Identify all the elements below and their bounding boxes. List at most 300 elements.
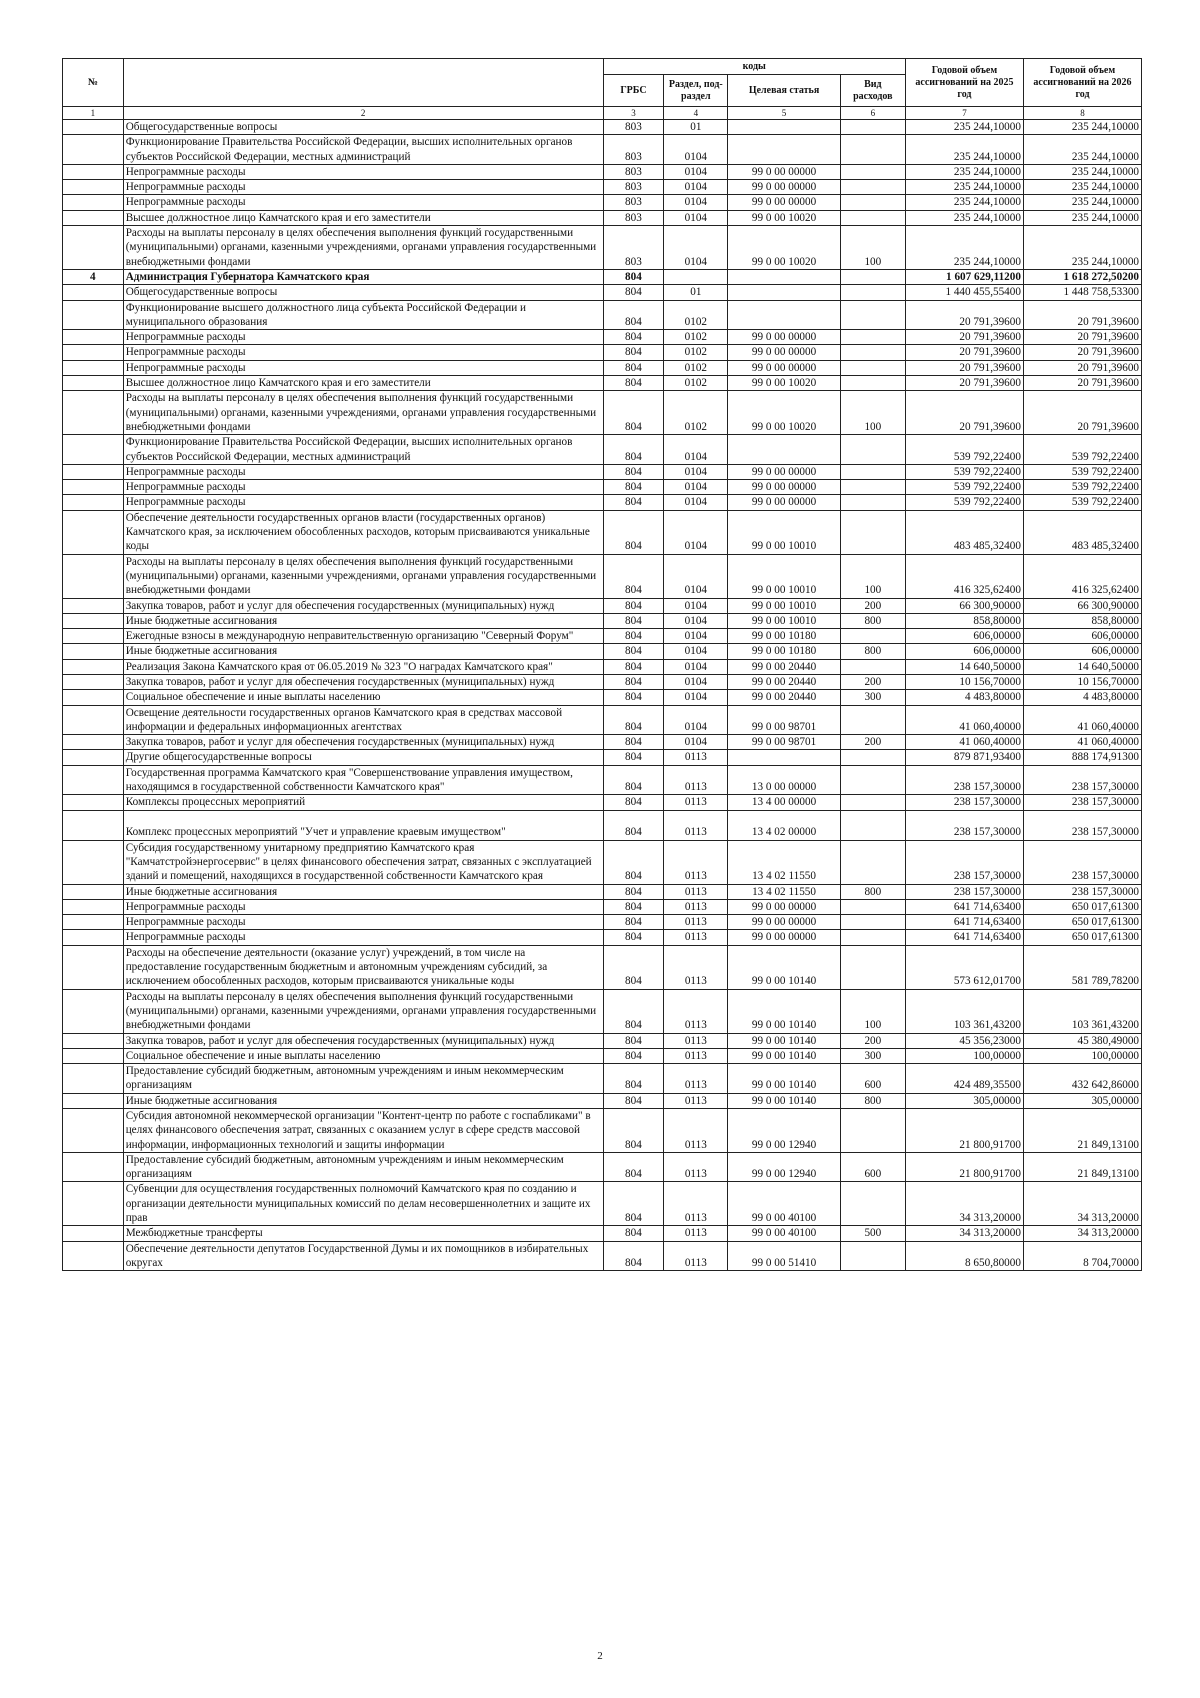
table-row <box>63 750 1142 765</box>
row-name: Непрограммные расходы <box>123 330 603 345</box>
row-number <box>63 180 124 195</box>
row-amount-2026: 858,80000 <box>1023 613 1141 628</box>
row-grbs: 804 <box>603 269 664 284</box>
row-number <box>63 360 124 375</box>
row-tselevaya-statya: 99 0 00 10180 <box>728 644 840 659</box>
row-vid-raskhodov: 200 <box>840 735 905 750</box>
row-number <box>63 1241 124 1271</box>
row-amount-2025: 20 791,39600 <box>905 360 1023 375</box>
row-vid-raskhodov <box>840 180 905 195</box>
row-amount-2026: 34 313,20000 <box>1023 1182 1141 1226</box>
row-tselevaya-statya: 99 0 00 10140 <box>728 989 840 1033</box>
colnum: 3 <box>603 107 664 120</box>
row-vid-raskhodov: 500 <box>840 1226 905 1241</box>
row-amount-2026: 235 244,10000 <box>1023 226 1141 270</box>
row-number <box>63 1182 124 1226</box>
row-tselevaya-statya: 99 0 00 00000 <box>728 360 840 375</box>
row-name: Непрограммные расходы <box>123 480 603 495</box>
row-tselevaya-statya <box>728 269 840 284</box>
row-amount-2026: 21 849,13100 <box>1023 1152 1141 1182</box>
row-razdel: 0104 <box>664 135 728 165</box>
row-grbs: 804 <box>603 285 664 300</box>
row-amount-2025: 539 792,22400 <box>905 495 1023 510</box>
row-name: Предоставление субсидий бюджетным, автономным учреждениям и иным некоммерческим организациям <box>123 1064 603 1094</box>
row-amount-2026: 238 157,30000 <box>1023 884 1141 899</box>
row-tselevaya-statya: 99 0 00 00000 <box>728 480 840 495</box>
row-number <box>63 464 124 479</box>
row-number <box>63 226 124 270</box>
row-number <box>63 1226 124 1241</box>
row-razdel: 0102 <box>664 300 728 330</box>
row-razdel: 0102 <box>664 391 728 435</box>
row-grbs: 804 <box>603 554 664 598</box>
row-razdel: 0113 <box>664 840 728 884</box>
row-amount-2026: 235 244,10000 <box>1023 210 1141 225</box>
table-row <box>63 915 1142 930</box>
row-amount-2025: 235 244,10000 <box>905 120 1023 135</box>
row-number <box>63 690 124 705</box>
row-grbs: 804 <box>603 1093 664 1108</box>
row-number <box>63 810 124 840</box>
table-row <box>63 391 1142 435</box>
row-name: Функционирование Правительства Российской Федерации, высших исполнительных органов субъектов Российской Федерации, местных администраций <box>123 435 603 465</box>
page-number: 2 <box>597 1650 603 1662</box>
row-amount-2026: 1 618 272,50200 <box>1023 269 1141 284</box>
row-name: Субсидия автономной некоммерческой организации "Контент-центр по работе с госпабликами" в целях финансового обеспечения затрат, связанных с оказанием услуг в сфере средств массовой информации, информационных технологий и защиты информации <box>123 1109 603 1153</box>
row-amount-2026: 41 060,40000 <box>1023 705 1141 735</box>
row-amount-2025: 20 791,39600 <box>905 330 1023 345</box>
table-row <box>63 510 1142 554</box>
row-vid-raskhodov <box>840 1109 905 1153</box>
row-amount-2025: 483 485,32400 <box>905 510 1023 554</box>
row-tselevaya-statya: 99 0 00 10020 <box>728 391 840 435</box>
row-name: Другие общегосударственные вопросы <box>123 750 603 765</box>
row-amount-2025: 1 607 629,11200 <box>905 269 1023 284</box>
row-tselevaya-statya: 99 0 00 00000 <box>728 495 840 510</box>
row-grbs: 804 <box>603 435 664 465</box>
row-amount-2025: 235 244,10000 <box>905 226 1023 270</box>
row-name: Расходы на выплаты персоналу в целях обеспечения выполнения функций государственными (муниципальными) органами, казенными учреждениями, органами управления государственными внебюджетными фондами <box>123 226 603 270</box>
row-razdel: 0104 <box>664 598 728 613</box>
row-amount-2026: 100,00000 <box>1023 1048 1141 1063</box>
table-row <box>63 613 1142 628</box>
row-vid-raskhodov <box>840 210 905 225</box>
row-amount-2025: 235 244,10000 <box>905 180 1023 195</box>
row-name: Субвенции для осуществления государственных полномочий Камчатского края по созданию и организации деятельности муниципальных комиссий по делам несовершеннолетних и защите их прав <box>123 1182 603 1226</box>
row-amount-2025: 20 791,39600 <box>905 300 1023 330</box>
row-vid-raskhodov <box>840 810 905 840</box>
row-amount-2025: 235 244,10000 <box>905 164 1023 179</box>
row-vid-raskhodov <box>840 285 905 300</box>
row-razdel: 0104 <box>664 480 728 495</box>
row-tselevaya-statya: 99 0 00 10010 <box>728 598 840 613</box>
row-amount-2026: 41 060,40000 <box>1023 735 1141 750</box>
header-vid: Вид расходов <box>840 75 905 107</box>
row-grbs: 804 <box>603 765 664 795</box>
row-grbs: 804 <box>603 510 664 554</box>
row-razdel: 0104 <box>664 210 728 225</box>
row-vid-raskhodov <box>840 300 905 330</box>
table-row <box>63 795 1142 810</box>
row-number <box>63 613 124 628</box>
row-razdel: 0113 <box>664 1226 728 1241</box>
header-num: № <box>63 59 124 107</box>
row-tselevaya-statya: 99 0 00 12940 <box>728 1109 840 1153</box>
row-vid-raskhodov <box>840 376 905 391</box>
row-razdel: 0104 <box>664 510 728 554</box>
row-amount-2025: 606,00000 <box>905 629 1023 644</box>
row-vid-raskhodov <box>840 464 905 479</box>
row-grbs: 804 <box>603 495 664 510</box>
table-row <box>63 735 1142 750</box>
table-row <box>63 1093 1142 1108</box>
row-number <box>63 945 124 989</box>
row-tselevaya-statya: 99 0 00 00000 <box>728 464 840 479</box>
row-tselevaya-statya: 99 0 00 10140 <box>728 1033 840 1048</box>
row-number <box>63 480 124 495</box>
row-amount-2026: 606,00000 <box>1023 644 1141 659</box>
row-number <box>63 795 124 810</box>
row-razdel: 0102 <box>664 345 728 360</box>
row-name: Социальное обеспечение и иные выплаты населению <box>123 1048 603 1063</box>
row-name: Социальное обеспечение и иные выплаты населению <box>123 690 603 705</box>
table-row <box>63 164 1142 179</box>
row-number <box>63 164 124 179</box>
row-razdel: 0113 <box>664 1093 728 1108</box>
budget-table-page <box>62 58 1142 1271</box>
row-vid-raskhodov <box>840 899 905 914</box>
row-razdel: 0113 <box>664 1109 728 1153</box>
row-amount-2026: 20 791,39600 <box>1023 360 1141 375</box>
row-razdel: 0113 <box>664 945 728 989</box>
row-name: Освещение деятельности государственных органов Камчатского края в средствах массовой информации и федеральных информационных агентствах <box>123 705 603 735</box>
row-grbs: 804 <box>603 330 664 345</box>
row-razdel: 0113 <box>664 1241 728 1271</box>
row-grbs: 803 <box>603 120 664 135</box>
row-vid-raskhodov <box>840 195 905 210</box>
table-row <box>63 690 1142 705</box>
row-amount-2025: 424 489,35500 <box>905 1064 1023 1094</box>
row-razdel: 0104 <box>664 674 728 689</box>
row-number <box>63 510 124 554</box>
row-vid-raskhodov: 800 <box>840 884 905 899</box>
row-vid-raskhodov <box>840 765 905 795</box>
row-amount-2026: 235 244,10000 <box>1023 135 1141 165</box>
row-amount-2026: 103 361,43200 <box>1023 989 1141 1033</box>
row-vid-raskhodov <box>840 345 905 360</box>
row-amount-2026: 45 380,49000 <box>1023 1033 1141 1048</box>
row-vid-raskhodov <box>840 269 905 284</box>
table-row <box>63 285 1142 300</box>
row-amount-2025: 14 640,50000 <box>905 659 1023 674</box>
row-tselevaya-statya: 99 0 00 00000 <box>728 195 840 210</box>
row-tselevaya-statya: 13 4 02 11550 <box>728 884 840 899</box>
row-vid-raskhodov <box>840 795 905 810</box>
row-number <box>63 1064 124 1094</box>
row-tselevaya-statya: 99 0 00 10140 <box>728 1064 840 1094</box>
row-grbs: 804 <box>603 1241 664 1271</box>
row-grbs: 804 <box>603 480 664 495</box>
row-amount-2026: 66 300,90000 <box>1023 598 1141 613</box>
row-number <box>63 135 124 165</box>
row-razdel: 0104 <box>664 435 728 465</box>
row-tselevaya-statya: 99 0 00 20440 <box>728 659 840 674</box>
row-amount-2025: 20 791,39600 <box>905 376 1023 391</box>
row-razdel: 0113 <box>664 750 728 765</box>
table-row <box>63 674 1142 689</box>
row-amount-2025: 879 871,93400 <box>905 750 1023 765</box>
row-grbs: 803 <box>603 226 664 270</box>
row-number <box>63 195 124 210</box>
row-grbs: 804 <box>603 300 664 330</box>
row-vid-raskhodov <box>840 840 905 884</box>
row-tselevaya-statya: 99 0 00 40100 <box>728 1226 840 1241</box>
row-tselevaya-statya: 99 0 00 51410 <box>728 1241 840 1271</box>
row-razdel: 0113 <box>664 930 728 945</box>
row-name: Комплексы процессных мероприятий <box>123 795 603 810</box>
row-grbs: 804 <box>603 884 664 899</box>
row-amount-2025: 34 313,20000 <box>905 1226 1023 1241</box>
row-tselevaya-statya <box>728 285 840 300</box>
table-row <box>63 300 1142 330</box>
row-razdel: 0104 <box>664 613 728 628</box>
row-name: Непрограммные расходы <box>123 195 603 210</box>
row-tselevaya-statya: 99 0 00 00000 <box>728 330 840 345</box>
row-number <box>63 1048 124 1063</box>
row-name: Непрограммные расходы <box>123 495 603 510</box>
row-tselevaya-statya: 99 0 00 00000 <box>728 345 840 360</box>
row-grbs: 804 <box>603 613 664 628</box>
row-razdel: 0104 <box>664 554 728 598</box>
table-row <box>63 135 1142 165</box>
row-vid-raskhodov: 100 <box>840 554 905 598</box>
row-grbs: 804 <box>603 629 664 644</box>
row-number <box>63 598 124 613</box>
row-name: Иные бюджетные ассигнования <box>123 644 603 659</box>
row-name: Расходы на выплаты персоналу в целях обеспечения выполнения функций государственными (муниципальными) органами, казенными учреждениями, органами управления государственными внебюджетными фондами <box>123 391 603 435</box>
row-vid-raskhodov: 600 <box>840 1152 905 1182</box>
row-name: Иные бюджетные ассигнования <box>123 1093 603 1108</box>
row-amount-2026: 21 849,13100 <box>1023 1109 1141 1153</box>
row-amount-2026: 4 483,80000 <box>1023 690 1141 705</box>
row-amount-2026: 10 156,70000 <box>1023 674 1141 689</box>
row-amount-2025: 858,80000 <box>905 613 1023 628</box>
row-amount-2025: 41 060,40000 <box>905 735 1023 750</box>
row-number <box>63 659 124 674</box>
row-tselevaya-statya: 99 0 00 10010 <box>728 554 840 598</box>
row-number <box>63 705 124 735</box>
row-amount-2025: 10 156,70000 <box>905 674 1023 689</box>
row-name: Высшее должностное лицо Камчатского края и его заместители <box>123 210 603 225</box>
row-name: Высшее должностное лицо Камчатского края и его заместители <box>123 376 603 391</box>
row-amount-2026: 432 642,86000 <box>1023 1064 1141 1094</box>
row-amount-2025: 238 157,30000 <box>905 765 1023 795</box>
row-amount-2026: 20 791,39600 <box>1023 345 1141 360</box>
row-tselevaya-statya: 99 0 00 12940 <box>728 1152 840 1182</box>
colnum: 4 <box>664 107 728 120</box>
row-amount-2025: 41 060,40000 <box>905 705 1023 735</box>
row-amount-2026: 539 792,22400 <box>1023 435 1141 465</box>
row-vid-raskhodov <box>840 164 905 179</box>
row-amount-2026: 238 157,30000 <box>1023 795 1141 810</box>
row-grbs: 804 <box>603 598 664 613</box>
header-name <box>123 59 603 107</box>
row-razdel: 0104 <box>664 705 728 735</box>
row-tselevaya-statya: 99 0 00 20440 <box>728 674 840 689</box>
row-name: Общегосударственные вопросы <box>123 285 603 300</box>
row-vid-raskhodov <box>840 915 905 930</box>
row-tselevaya-statya: 99 0 00 10020 <box>728 376 840 391</box>
row-amount-2025: 45 356,23000 <box>905 1033 1023 1048</box>
row-vid-raskhodov: 100 <box>840 226 905 270</box>
row-tselevaya-statya: 99 0 00 10140 <box>728 1093 840 1108</box>
table-row <box>63 945 1142 989</box>
row-razdel: 01 <box>664 120 728 135</box>
row-name: Непрограммные расходы <box>123 915 603 930</box>
row-name: Администрация Губернатора Камчатского края <box>123 269 603 284</box>
row-razdel: 0113 <box>664 810 728 840</box>
row-vid-raskhodov: 300 <box>840 1048 905 1063</box>
row-amount-2025: 606,00000 <box>905 644 1023 659</box>
row-name: Непрограммные расходы <box>123 164 603 179</box>
row-vid-raskhodov <box>840 510 905 554</box>
row-number <box>63 884 124 899</box>
table-row <box>63 360 1142 375</box>
row-tselevaya-statya: 13 4 00 00000 <box>728 795 840 810</box>
row-tselevaya-statya <box>728 750 840 765</box>
row-vid-raskhodov <box>840 1182 905 1226</box>
row-grbs: 804 <box>603 1064 664 1094</box>
colnum: 8 <box>1023 107 1141 120</box>
row-tselevaya-statya: 99 0 00 00000 <box>728 915 840 930</box>
table-row <box>63 989 1142 1033</box>
row-amount-2025: 539 792,22400 <box>905 464 1023 479</box>
row-amount-2025: 641 714,63400 <box>905 915 1023 930</box>
row-tselevaya-statya: 13 4 02 00000 <box>728 810 840 840</box>
row-number <box>63 899 124 914</box>
row-amount-2026: 235 244,10000 <box>1023 120 1141 135</box>
row-amount-2026: 235 244,10000 <box>1023 180 1141 195</box>
row-tselevaya-statya: 99 0 00 10140 <box>728 945 840 989</box>
row-vid-raskhodov <box>840 360 905 375</box>
row-grbs: 804 <box>603 899 664 914</box>
row-name: Функционирование высшего должностного лица субъекта Российской Федерации и муниципального образования <box>123 300 603 330</box>
row-amount-2025: 1 440 455,55400 <box>905 285 1023 300</box>
row-amount-2025: 238 157,30000 <box>905 810 1023 840</box>
row-vid-raskhodov <box>840 495 905 510</box>
row-grbs: 804 <box>603 464 664 479</box>
row-razdel: 0104 <box>664 195 728 210</box>
row-vid-raskhodov <box>840 945 905 989</box>
row-name: Закупка товаров, работ и услуг для обеспечения государственных (муниципальных) нужд <box>123 674 603 689</box>
row-razdel: 0113 <box>664 795 728 810</box>
row-amount-2025: 235 244,10000 <box>905 195 1023 210</box>
table-row <box>63 1182 1142 1226</box>
row-name: Непрограммные расходы <box>123 180 603 195</box>
row-number <box>63 1093 124 1108</box>
header-2025: Годовой объем ассигнований на 2025 год <box>905 59 1023 107</box>
row-razdel: 0102 <box>664 330 728 345</box>
row-tselevaya-statya <box>728 300 840 330</box>
row-grbs: 803 <box>603 195 664 210</box>
header-codes: коды <box>603 59 905 75</box>
row-grbs: 803 <box>603 164 664 179</box>
row-number <box>63 750 124 765</box>
row-amount-2025: 34 313,20000 <box>905 1182 1023 1226</box>
row-name: Обеспечение деятельности государственных органов власти (государственных органов) Камчатского края, за исключением обособленных расходов, которым присваиваются уникальные коды <box>123 510 603 554</box>
row-name: Субсидия государственному унитарному предприятию Камчатского края "Камчатстройэнергосервис" в целях финансового обеспечения затрат, связанных с эксплуатацией зданий и помещений, находящихся в государственной собственности Камчатского края <box>123 840 603 884</box>
table-row <box>63 1152 1142 1182</box>
row-amount-2025: 21 800,91700 <box>905 1152 1023 1182</box>
row-grbs: 804 <box>603 1182 664 1226</box>
row-tselevaya-statya: 99 0 00 10010 <box>728 510 840 554</box>
header-grbs: ГРБС <box>603 75 664 107</box>
table-row <box>63 705 1142 735</box>
row-number <box>63 840 124 884</box>
row-grbs: 803 <box>603 135 664 165</box>
table-row <box>63 765 1142 795</box>
row-vid-raskhodov <box>840 135 905 165</box>
row-grbs: 804 <box>603 1109 664 1153</box>
row-tselevaya-statya <box>728 135 840 165</box>
row-number <box>63 345 124 360</box>
row-grbs: 804 <box>603 1152 664 1182</box>
row-name: Закупка товаров, работ и услуг для обеспечения государственных (муниципальных) нужд <box>123 598 603 613</box>
row-number <box>63 330 124 345</box>
row-razdel: 0104 <box>664 629 728 644</box>
row-amount-2025: 235 244,10000 <box>905 135 1023 165</box>
row-razdel: 0104 <box>664 644 728 659</box>
table-row <box>63 1033 1142 1048</box>
table-row <box>63 464 1142 479</box>
row-amount-2026: 20 791,39600 <box>1023 376 1141 391</box>
row-vid-raskhodov <box>840 629 905 644</box>
row-razdel: 0113 <box>664 1064 728 1094</box>
table-header <box>63 59 1142 120</box>
row-vid-raskhodov <box>840 1241 905 1271</box>
table-row <box>63 629 1142 644</box>
row-grbs: 804 <box>603 915 664 930</box>
row-razdel: 0104 <box>664 464 728 479</box>
row-amount-2026: 235 244,10000 <box>1023 195 1141 210</box>
row-razdel: 0113 <box>664 1048 728 1063</box>
row-razdel: 0113 <box>664 989 728 1033</box>
row-grbs: 803 <box>603 180 664 195</box>
row-grbs: 804 <box>603 735 664 750</box>
row-name: Непрограммные расходы <box>123 464 603 479</box>
row-name: Функционирование Правительства Российской Федерации, высших исполнительных органов субъектов Российской Федерации, местных администраций <box>123 135 603 165</box>
row-amount-2026: 238 157,30000 <box>1023 810 1141 840</box>
row-grbs: 804 <box>603 750 664 765</box>
row-vid-raskhodov: 200 <box>840 674 905 689</box>
row-amount-2025: 20 791,39600 <box>905 391 1023 435</box>
row-tselevaya-statya: 99 0 00 10010 <box>728 613 840 628</box>
row-name: Закупка товаров, работ и услуг для обеспечения государственных (муниципальных) нужд <box>123 735 603 750</box>
row-razdel: 0104 <box>664 659 728 674</box>
row-amount-2026: 20 791,39600 <box>1023 391 1141 435</box>
table-row <box>63 884 1142 899</box>
row-name: Реализация Закона Камчатского края от 06.05.2019 № 323 "О наградах Камчатского края" <box>123 659 603 674</box>
row-name: Иные бюджетные ассигнования <box>123 884 603 899</box>
header-tsel: Целевая статья <box>728 75 840 107</box>
row-grbs: 804 <box>603 1226 664 1241</box>
row-tselevaya-statya: 99 0 00 10020 <box>728 226 840 270</box>
row-razdel: 0104 <box>664 495 728 510</box>
row-vid-raskhodov: 800 <box>840 613 905 628</box>
table-row <box>63 1226 1142 1241</box>
row-tselevaya-statya <box>728 120 840 135</box>
row-amount-2025: 238 157,30000 <box>905 840 1023 884</box>
